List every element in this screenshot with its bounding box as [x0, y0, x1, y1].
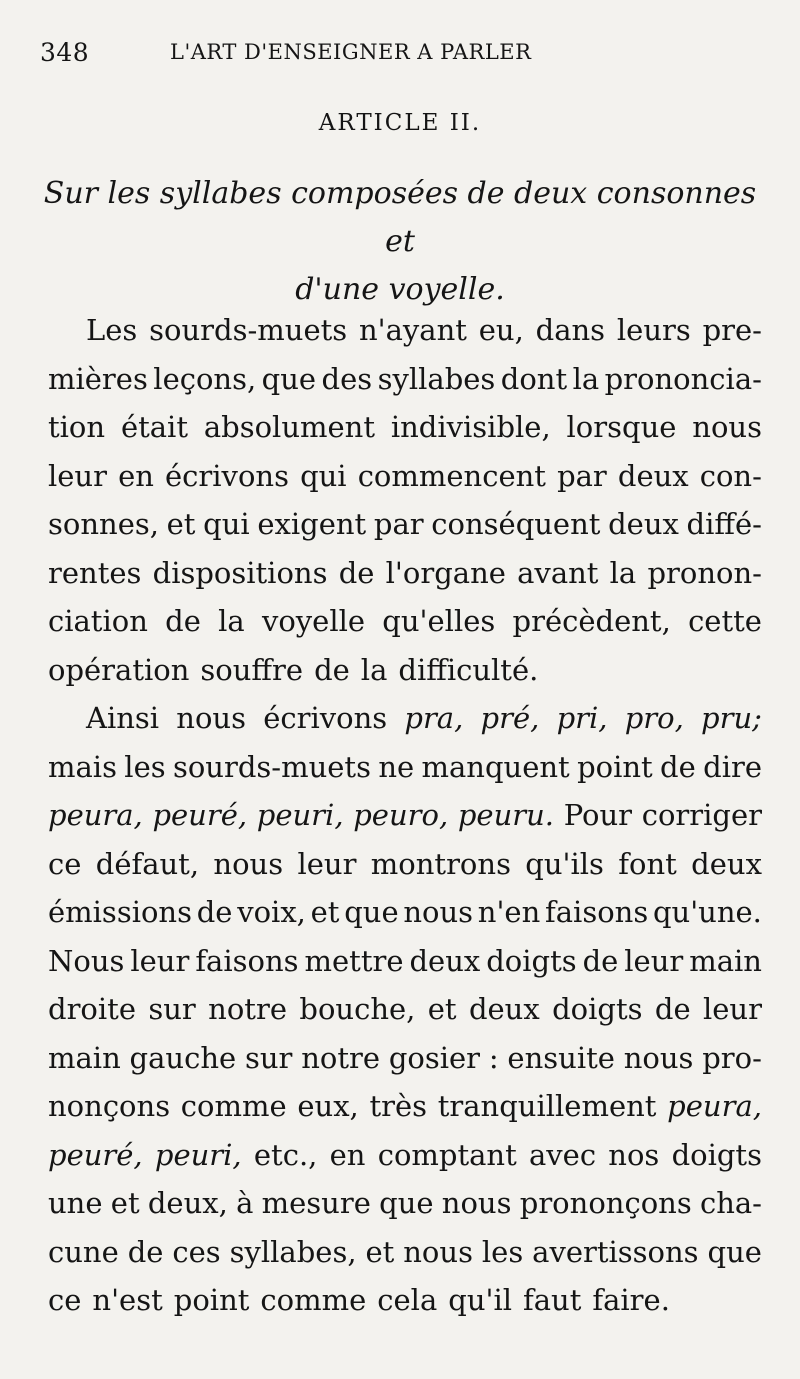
text-line: tion était absolument indivisible, lorsque nous — [48, 410, 762, 444]
text-line: ce n'est point comme cela qu'il faut faire. — [48, 1283, 670, 1317]
text-line: Ainsi nous écrivons pra, pré, pri, pro, pru; — [86, 701, 762, 735]
text-line: peura, peuré, peuri, peuro, peuru. Pour corriger — [48, 798, 762, 832]
text-line: une et deux, à mesure que nous prononçons cha- — [48, 1186, 762, 1220]
text-line: droite sur notre bouche, et deux doigts de leur — [48, 992, 762, 1026]
text-line: mières leçons, que des syllabes dont la prononcia- — [48, 361, 762, 396]
text-line: mais les sourds-muets ne manquent point de dire — [48, 749, 762, 784]
body-text — [48, 306, 762, 1325]
text-line: rentes dispositions de l'organe avant la pronon- — [48, 555, 762, 590]
text-line: ciation de la voyelle qu'elles précèdent, cette — [48, 604, 762, 638]
running-title: L'ART D'ENSEIGNER A PARLER — [170, 40, 532, 64]
text-line: nonçons comme eux, très tranquillement peura, — [48, 1089, 762, 1123]
text-line: Les sourds-muets n'ayant eu, dans leurs pre- — [86, 313, 762, 347]
page-number: 348 — [40, 38, 90, 67]
text-line: cune de ces syllabes, et nous les avertissons que — [48, 1234, 762, 1269]
text-line: opération souffre de la difficulté. — [48, 652, 539, 687]
subtitle-line: d'une voyelle. — [295, 272, 505, 307]
running-head — [40, 38, 770, 78]
text-line: main gauche sur notre gosier : ensuite nous pro- — [48, 1040, 762, 1075]
subtitle-line: Sur les syllabes composées de deux consonnes et — [43, 176, 757, 259]
text-line: sonnes, et qui exigent par conséquent deux diffé- — [48, 507, 762, 541]
text-line: ce défaut, nous leur montrons qu'ils font deux — [48, 846, 762, 881]
article-subtitle — [40, 170, 760, 314]
text-line: émissions de voix, et que nous n'en faisons qu'une. — [48, 895, 762, 929]
text-line: leur en écrivons qui commencent par deux con- — [48, 458, 762, 493]
text-line: peuré, peuri, etc., en comptant avec nos doigts — [48, 1137, 762, 1172]
text-line: Nous leur faisons mettre deux doigts de leur main — [48, 943, 762, 978]
article-heading: ARTICLE II. — [318, 110, 482, 136]
